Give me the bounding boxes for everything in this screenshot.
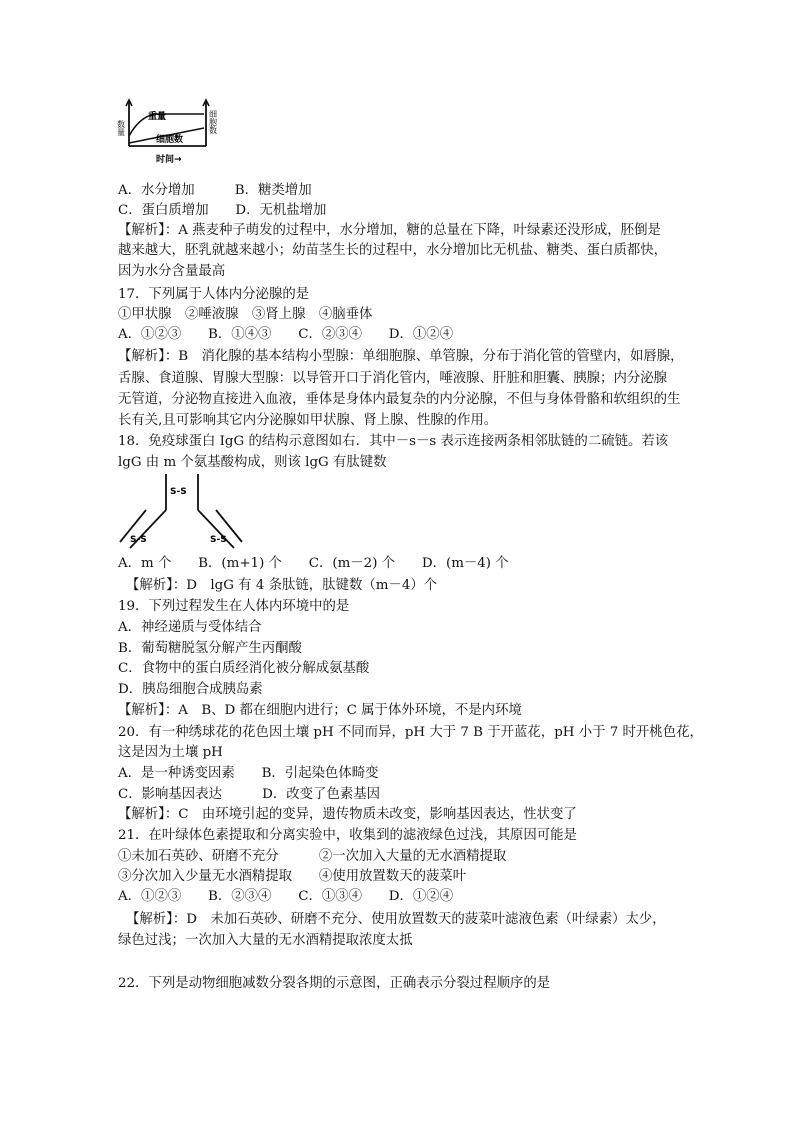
- q20-analysis: 【解析】：C 由环境引起的变异，遗传物质未改变，影响基因表达，性状变了: [118, 807, 577, 822]
- q21-items-12: ①未加石英砂、研磨不充分 ②一次加入大量的无水酒精提取: [118, 849, 507, 864]
- x-axis-label: 时间→: [156, 155, 182, 165]
- q16-analysis-line2: 越来越大，胚乳就越来越小；幼苗茎生长的过程中，水分增加比无机盐、糖类、蛋白质都快，: [118, 243, 668, 258]
- q16-analysis-line1: 【解析】：A 燕麦种子萌发的过程中，水分增加，糖的总量在下降，叶绿素还没形成，胚倒是: [118, 223, 661, 238]
- q17-analysis-line4: 长有关,且可影响其它内分泌腺如甲状腺、肾上腺、性腺的作用。: [118, 413, 498, 428]
- q19-option-a: A．神经递质与受体结合: [118, 620, 262, 635]
- q18-stem-line2: lgG 由 m 个氨基酸构成，则该 lgG 有肽键数: [118, 455, 387, 470]
- curve-cell-count-label: 细胞数: [156, 135, 184, 145]
- q17-analysis-line3: 无管道，分泌物直接进入血液，垂体是身体内最复杂的内分泌腺，不但与身体骨骼和软组织的生: [118, 392, 681, 407]
- y-left-label: 数量: [116, 120, 126, 136]
- q20-stem-line1: 20．有一种绣球花的花色因土壤 pH 不同而异，pH 大于 7 B 于开蓝花，pH 小于 7 时开桃色花，: [118, 725, 703, 740]
- q20-options-cd: C．影响基因表达 D．改变了色素基因: [118, 787, 381, 802]
- q21-analysis-line2: 绿色过浅；一次加入大量的无水酒精提取浓度太抵: [118, 933, 413, 948]
- seed-growth-figure: [118, 96, 218, 176]
- q20-options-ab: A．是一种诱变因素 B．引起染色体畸变: [118, 766, 379, 781]
- q19-stem: 19．下列过程发生在人体内环境中的是: [118, 599, 350, 614]
- q18-options: A．m 个 B．(m+1) 个 C．(m－2) 个 D．(m－4) 个: [118, 556, 509, 571]
- q17-analysis-line2: 舌腺、食道腺、胃腺大型腺：以导管开口于消化管内，唾液腺、肝脏和胆囊、胰腺；内分泌腺: [118, 371, 668, 386]
- q21-options: A．①②③ B．②③④ C．①③④ D．①②④: [118, 889, 454, 904]
- q21-analysis-line1: 【解析】：D 未加石英砂、研磨不充分、使用放置数天的菠菜叶滤液色素（叶绿素）太少，: [126, 912, 666, 927]
- disulfide-top-label: S-S: [170, 487, 187, 497]
- q21-items-34: ③分次加入少量无水酒精提取 ④使用放置数天的菠菜叶: [118, 869, 467, 884]
- q19-analysis: 【解析】：A B、D 都在细胞内进行；C 属于体外环境，不是内环境: [118, 703, 522, 718]
- q19-option-b: B．葡萄糖脱氢分解产生丙酮酸: [118, 641, 302, 656]
- igg-structure-figure: [118, 472, 248, 554]
- disulfide-left-label: S-S: [130, 535, 147, 545]
- q18-stem-line1: 18．免疫球蛋白 IgG 的结构示意图如右．其中－s－s 表示连接两条相邻肽链的二硫链。若该: [118, 434, 669, 449]
- q22-stem: 22．下列是动物细胞减数分裂各期的示意图，正确表示分裂过程顺序的是: [118, 976, 551, 991]
- q16-options-ab: A．水分增加 B．糖类增加: [118, 183, 312, 198]
- q18-analysis: 【解析】：D lgG 有 4 条肽链，肽键数（m－4）个: [126, 578, 438, 593]
- q19-option-d: D．胰岛细胞合成胰岛素: [118, 682, 263, 697]
- q16-analysis-line3: 因为水分含量最高: [118, 264, 226, 279]
- q20-stem-line2: 这是因为土壤 pH: [118, 745, 223, 760]
- q17-stem: 17．下列属于人体内分泌腺的是: [118, 287, 310, 302]
- q21-stem: 21．在叶绿体色素提取和分离实验中，收集到的滤液绿色过浅，其原因可能是: [118, 828, 577, 843]
- q19-option-c: C．食物中的蛋白质经消化被分解成氨基酸: [118, 661, 370, 676]
- q17-analysis-line1: 【解析】：B 消化腺的基本结构小型腺：单细胞腺、单管腺，分布于消化管的管壁内，如唇腺，: [118, 349, 684, 364]
- curve-weight-label: 重量: [148, 112, 167, 122]
- q17-options: A．①②③ B．①④③ C．②③④ D．①②④: [118, 327, 454, 342]
- q17-items: ①甲状腺 ②唾液腺 ③肾上腺 ④脑垂体: [118, 307, 373, 322]
- y-right-label: 细胞数: [208, 110, 218, 134]
- disulfide-right-label: S-S: [210, 535, 227, 545]
- q16-options-cd: C．蛋白质增加 D．无机盐增加: [118, 203, 327, 218]
